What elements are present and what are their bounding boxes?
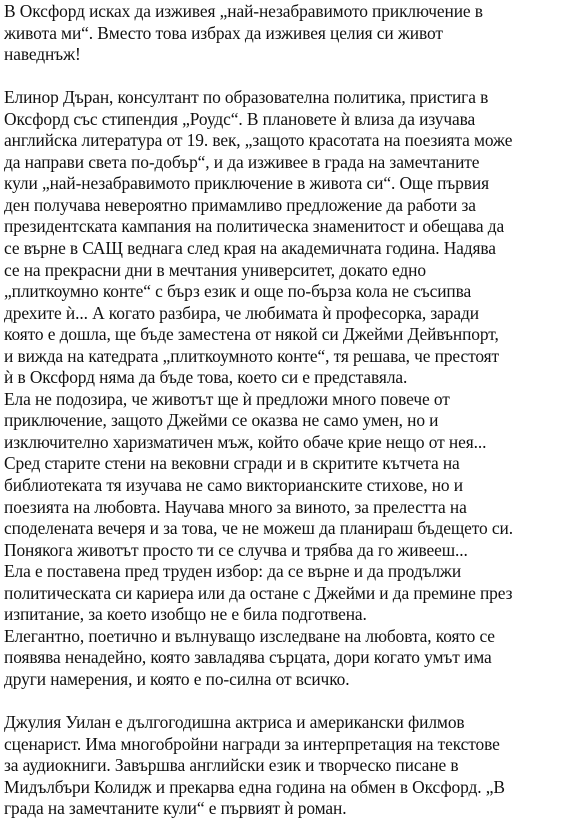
- synopsis-paragraph-2: Ела не подозира, че животът ще ѝ предложи много повече от приключение, защото Джейми се оказва не само умен, но и изключително харизматичен мъж, който обаче крие нещо от нея...: [4, 388, 487, 452]
- paragraph-spacer: [4, 66, 577, 88]
- synopsis-paragraph-1: Елинор Дъран, консултант по образователна политика, пристига в Оксфорд със стипендия „Роудс“. В плановете ѝ влиза да изучава английска литература от 19. век, „защото красотата на поезията може да направи света по-добър“, и да изживее в града на замечтаните кули „най-незабравимото приключение в живота си“. Още първия ден получава невероятно примамливо предложение да работи за президентската кампания на политическа знаменитост и обещава да се върне в САЩ веднага след края на академичната година. Надява се на прекрасни дни в мечтания университет, докато едно „плиткоумно конте“ с бърз език и още по-бърза кола не съсипва дрехите ѝ... А когато разбира, че любимата ѝ професорка, заради която е дошла, ще бъде заместена от някой си Джейми Дейвънпорт, и вижда на катедрата „плиткоумното конте“, тя решава, че престоят ѝ в Оксфорд няма да бъде това, което си е представяла.: [4, 87, 513, 388]
- author-bio-paragraph: Джулия Уилан е дългогодишна актриса и американски филмов сценарист. Има многобройни награди за интерпретация на текстове за аудиокниги. Завършва английски език и творческо писане в Мидълбъри Колидж и прекарва една година на обмен в Оксфорд. „В града на замечтаните кули“ е първият ѝ роман.: [4, 712, 505, 819]
- paragraph-spacer: [4, 691, 577, 713]
- synopsis-paragraph-4: Ела е поставена пред труден избор: да се върне и да продължи политическата си кариера или да остане с Джейми и да премине през изпитание, за което изобщо не е била подготвена.: [4, 561, 513, 625]
- synopsis-paragraph-3: Сред старите стени на вековни сгради и в скритите кътчета на библиотеката тя изучава не само викторианските стихове, но и поезията на любовта. Научава много за виното, за прелестта на споделената вечеря и за това, че не можеш да планираш бъдещето си. Понякога животът просто ти се случва и трябва да го живееш...: [4, 453, 513, 560]
- intro-paragraph: В Оксфорд исках да изживея „най-незабравимото приключение в живота ми“. Вместо това избрах да изживея целия си живот наведнъж!: [4, 1, 483, 65]
- synopsis-paragraph-5: Елегантно, поетично и вълнуващо изследване на любовта, която се появява ненадейно, която завладява сърцата, дори когато умът има други намерения, и която е по-силна от всичко.: [4, 625, 495, 689]
